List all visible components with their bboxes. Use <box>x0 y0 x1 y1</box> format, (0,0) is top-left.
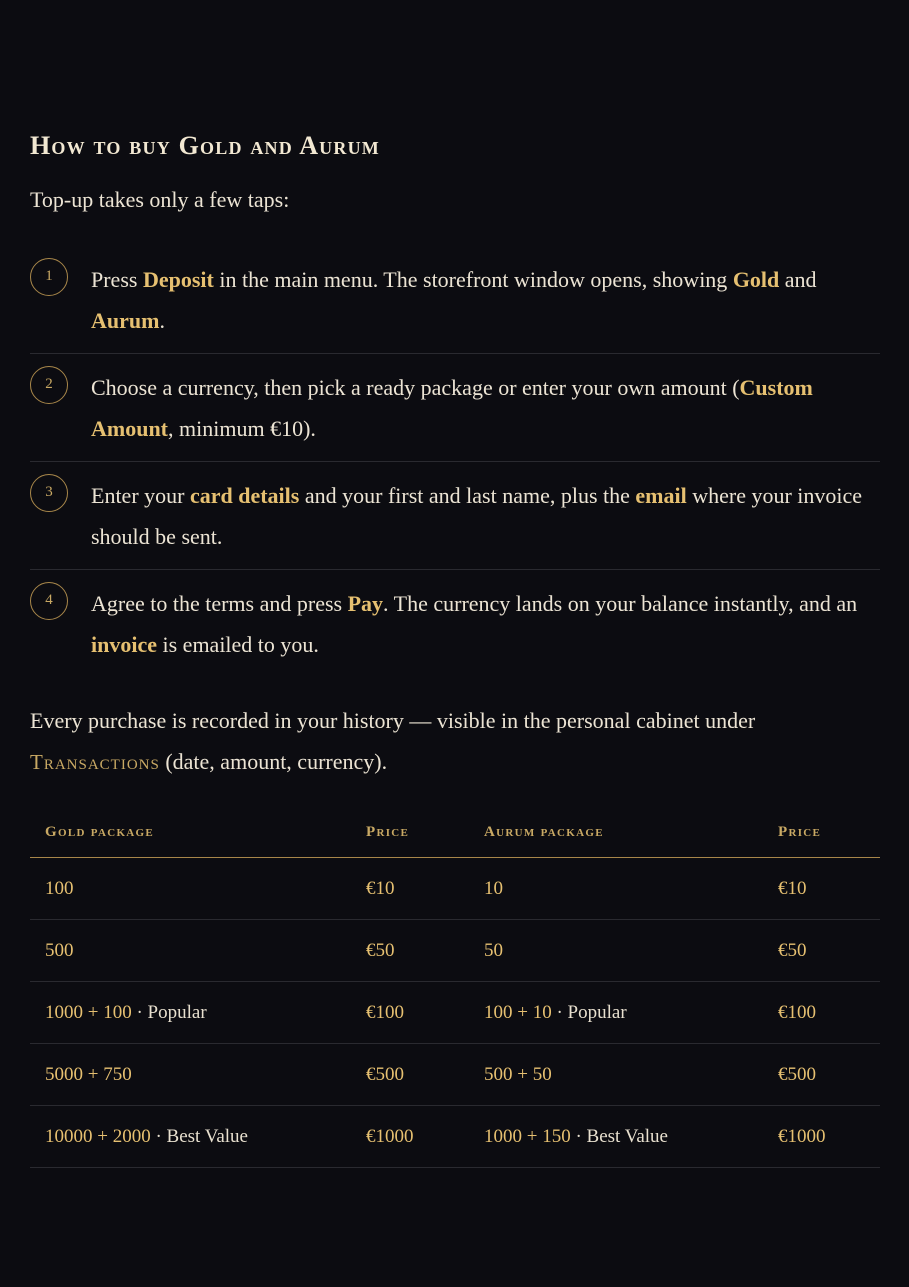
page-title: How to buy Gold and Aurum <box>30 131 380 160</box>
highlight-email: email <box>635 483 687 508</box>
highlight-aurum: Aurum <box>91 308 160 333</box>
step-text <box>91 583 883 665</box>
step-text-part: , minimum €10). <box>168 416 316 441</box>
packages-table <box>30 808 880 1168</box>
step-item <box>30 462 880 570</box>
intro-text: Top-up takes only a few taps: <box>30 187 290 212</box>
step-number-badge: 4 <box>30 582 68 620</box>
table-header-row <box>30 808 880 858</box>
aurum-package-cell <box>469 1044 763 1106</box>
history-note <box>30 700 880 783</box>
gold-amount: 5000 + 750 <box>45 1063 132 1085</box>
aurum-amount: 10 <box>484 877 503 899</box>
step-text-part: Agree to the terms and press <box>91 591 348 616</box>
column-header-price: Price <box>763 808 880 858</box>
step-item <box>30 246 880 354</box>
gold-price-cell: €100 <box>351 982 469 1044</box>
gold-amount: 10000 + 2000 <box>45 1125 151 1147</box>
step-text-part: Choose a currency, then pick a ready package or enter your own amount ( <box>91 375 740 400</box>
history-text: Every purchase is recorded in your history — visible in the personal cabinet under <box>30 708 756 733</box>
step-text-part: Enter your <box>91 483 190 508</box>
aurum-price-cell: €50 <box>763 920 880 982</box>
aurum-package-cell <box>469 858 763 920</box>
table-row <box>30 1044 880 1106</box>
step-text-part: Press <box>91 267 143 292</box>
aurum-amount: 1000 + 150 <box>484 1125 571 1147</box>
column-header-gold-package: Gold package <box>30 808 351 858</box>
step-text-part: is emailed to you. <box>157 632 319 657</box>
table-row <box>30 858 880 920</box>
step-text-part: . The currency lands on your balance instantly, and an <box>383 591 858 616</box>
aurum-amount: 500 + 50 <box>484 1063 552 1085</box>
step-number-badge: 1 <box>30 258 68 296</box>
package-tag: · Popular <box>131 1001 207 1023</box>
package-tag: · Popular <box>551 1001 627 1023</box>
package-tag: · Best Value <box>150 1125 248 1147</box>
gold-package-cell <box>30 982 351 1044</box>
column-header-aurum-package: Aurum package <box>469 808 763 858</box>
gold-amount: 1000 + 100 <box>45 1001 132 1023</box>
gold-package-cell <box>30 920 351 982</box>
aurum-price-cell: €1000 <box>763 1106 880 1168</box>
highlight-card-details: card details <box>189 483 300 508</box>
step-text-part: and your first and last name, plus the <box>299 483 636 508</box>
aurum-amount: 50 <box>484 939 503 961</box>
step-item <box>30 354 880 462</box>
table-row <box>30 982 880 1044</box>
gold-package-cell <box>30 858 351 920</box>
step-text-part: in the main menu. The storefront window opens, showing <box>213 267 733 292</box>
steps-list <box>30 246 880 677</box>
gold-price-cell: €500 <box>351 1044 469 1106</box>
transactions-link[interactable]: Transactions <box>30 750 160 774</box>
highlight-deposit: Deposit <box>142 267 214 292</box>
step-item <box>30 570 880 677</box>
table-row <box>30 1106 880 1168</box>
aurum-price-cell: €500 <box>763 1044 880 1106</box>
step-number-badge: 3 <box>30 474 68 512</box>
gold-package-cell <box>30 1106 351 1168</box>
gold-price-cell: €10 <box>351 858 469 920</box>
step-text-part: . <box>159 308 165 333</box>
gold-amount: 500 <box>45 939 74 961</box>
step-text-part: and <box>779 267 817 292</box>
aurum-package-cell <box>469 920 763 982</box>
step-text-part: where your invoice should be sent. <box>91 483 863 549</box>
aurum-price-cell: €10 <box>763 858 880 920</box>
aurum-amount: 100 + 10 <box>484 1001 552 1023</box>
table-row <box>30 920 880 982</box>
highlight-invoice: invoice <box>91 632 157 657</box>
highlight-gold: Gold <box>732 267 780 292</box>
aurum-package-cell <box>469 982 763 1044</box>
step-text <box>91 259 883 341</box>
highlight-custom-amount: Custom Amount <box>91 375 813 441</box>
gold-price-cell: €1000 <box>351 1106 469 1168</box>
aurum-price-cell: €100 <box>763 982 880 1044</box>
gold-price-cell: €50 <box>351 920 469 982</box>
gold-package-cell <box>30 1044 351 1106</box>
step-text <box>91 475 883 557</box>
gold-amount: 100 <box>45 877 74 899</box>
step-text <box>91 367 883 449</box>
aurum-package-cell <box>469 1106 763 1168</box>
history-text: (date, amount, currency). <box>159 749 388 774</box>
column-header-price: Price <box>351 808 469 858</box>
package-tag: · Best Value <box>570 1125 668 1147</box>
highlight-pay: Pay <box>347 591 384 616</box>
step-number-badge: 2 <box>30 366 68 404</box>
